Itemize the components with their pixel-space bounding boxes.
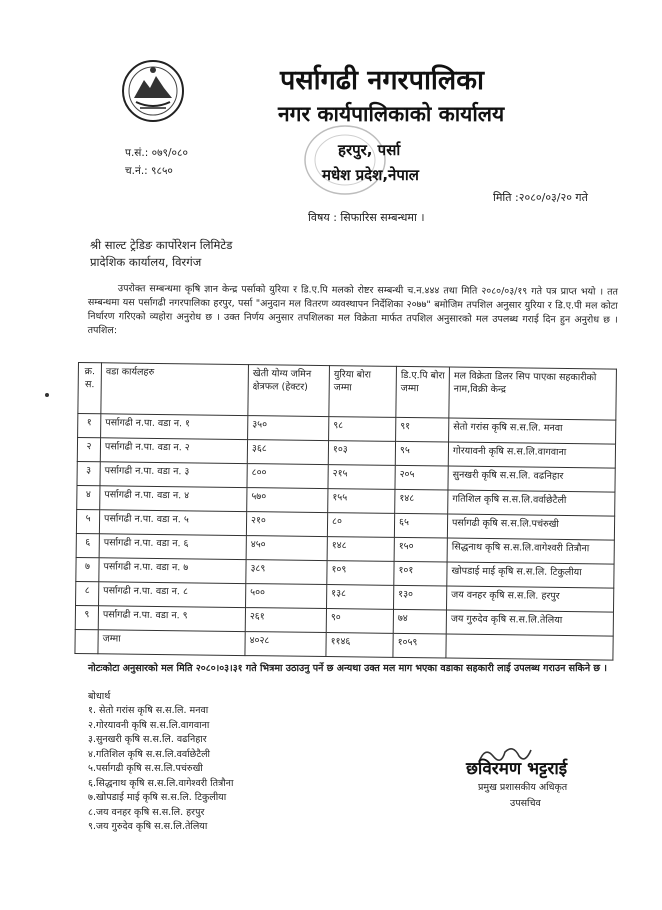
office-subtitle: नगर कार्यपालिकाको कार्यालय: [278, 102, 505, 126]
signatory-rank: उपसचिव: [510, 798, 541, 809]
total-urea: ११४६: [326, 633, 393, 658]
cc-item: ५.पर्सागढी कृषि स.स.लि.पचंरुखी: [88, 763, 203, 774]
cell-dealer: जय वनहर कृषि स.स.लि. हरपुर: [446, 586, 613, 612]
header-area: खेती योग्य जमिन क्षेत्रफल (हेक्टर): [248, 365, 330, 417]
address-line-1: हरपुर, पर्सा: [338, 141, 401, 159]
cell-area: ४५०: [246, 536, 327, 561]
cell-ward: पर्सागढी न.पा. वडा न. ९: [98, 606, 245, 632]
office-seal-stamp: [300, 120, 390, 200]
cell-serial: ८: [76, 581, 99, 605]
header-ward-office: वडा कार्यलहरु: [101, 363, 249, 416]
cell-area: ३५०: [248, 416, 329, 441]
cell-serial: ७: [76, 557, 99, 581]
cell-empty: [446, 634, 613, 660]
stray-mark: [45, 393, 49, 397]
cell-ward: पर्सागढी न.पा. वडा न. ४: [100, 486, 247, 512]
table-header-row: [78, 363, 617, 421]
cell-serial: ६: [76, 533, 99, 557]
cell-urea: १४८: [327, 537, 394, 562]
cell-serial: ९: [75, 605, 98, 629]
cc-item: ६.सिद्धनाथ कृषि स.स.लि.वागेश्वरी तित्रौना: [88, 777, 234, 789]
cell-area: ८००: [247, 464, 328, 489]
cell-urea: ९८: [329, 417, 396, 442]
cell-urea: १५५: [328, 489, 395, 514]
cell-dap: १४८: [395, 489, 448, 514]
cc-item: ३.सुनखरी कृषि स.स.लि. वढनिहार: [88, 734, 207, 745]
cell-dap: ९५: [395, 441, 448, 466]
cell-ward: पर्सागढी न.पा. वडा न. ५: [99, 510, 246, 536]
signatory-role: प्रमुख प्रशासकीय अधिकृत: [478, 782, 568, 793]
cc-item: १. सेतो गरांस कृषि स.स.लि. मनवा: [88, 705, 209, 716]
cell-ward: पर्सागढी न.पा. वडा न. ६: [99, 534, 246, 560]
letter-subject: विषय : सिफारिस सम्बन्धमा ।: [308, 211, 425, 224]
fertilizer-quota-table: [74, 362, 617, 661]
cell-urea: १३८: [327, 585, 394, 610]
cell-area: ५००: [246, 584, 327, 609]
cell-area: ५७०: [247, 488, 328, 513]
cell-dap: १०१: [394, 561, 447, 586]
cell-urea: २१५: [328, 465, 395, 490]
cell-dap: ६५: [394, 513, 447, 538]
cell-ward: पर्सागढी न.पा. वडा न. १: [101, 414, 248, 440]
cell-area: ३८९: [246, 560, 327, 585]
cell-dealer: सिद्धनाथ कृषि स.स.लि.वागेश्वरी तित्रौना: [447, 538, 614, 564]
letter-date: मिति :२०८०/०३/२० गते: [493, 191, 588, 204]
cell-serial: १: [78, 414, 101, 438]
cc-title: बोधार्थ: [88, 691, 111, 702]
cell-urea: १०९: [327, 561, 394, 586]
cc-item: ८.जय वनहर कृषि स.स.लि. हरपुर: [88, 806, 205, 818]
cell-ward: पर्सागढी न.पा. वडा न. ७: [99, 558, 246, 584]
cell-area: २६१: [245, 608, 326, 633]
address-line-2: मधेश प्रदेश,नेपाल: [322, 166, 419, 184]
cell-serial: २: [77, 438, 100, 462]
cc-item: ९.जय गुरुदेव कृषि स.स.लि.तेलिया: [88, 821, 208, 832]
cell-serial: ३: [77, 461, 100, 485]
cell-urea: ९०: [326, 609, 393, 634]
cell-dap: ७४: [393, 609, 446, 634]
cell-serial: ४: [77, 485, 100, 509]
cell-dealer: सुनखरी कृषि स.स.लि. वढनिहार: [448, 466, 615, 492]
cell-dap: २०५: [395, 465, 448, 490]
cell-dealer: गतिशिल कृषि स.स.लि.वर्वाछेटैली: [448, 490, 615, 516]
letter-reference-number: प.सं.: ०७९/०८०: [125, 147, 188, 159]
cell-dealer: सेतो गरांस कृषि स.स.लि. मनवा: [449, 418, 616, 444]
header-serial: क्र. स.: [78, 363, 102, 414]
cell-dealer: खोपडाई माई कृषि स.स.लि. टिकुलीया: [447, 562, 614, 588]
total-area: ४०२८: [245, 632, 326, 657]
cell-ward: पर्सागढी न.पा. वडा न. ३: [100, 462, 247, 488]
cell-dealer: पर्सागढी कृषि स.स.लि.पचंरुखी: [447, 514, 614, 540]
cell-urea: ८०: [327, 513, 394, 538]
header-dealer: मल विक्रेता डिलर सिप पाएका सहकारीको नाम,विक्री केन्द्र: [449, 367, 617, 420]
cell-dap: १३०: [394, 585, 447, 610]
cell-urea: १०३: [328, 441, 395, 466]
office-title: पर्सागढी नगरपालिका: [280, 65, 484, 96]
cell-area: ३६८: [247, 440, 328, 465]
header-urea: युरिया बोरा जम्मा: [329, 366, 397, 418]
cell-serial: ५: [76, 509, 99, 533]
recipient-office: प्रादेशिक कार्यालय, विरगंज: [90, 255, 202, 269]
letter-body: उपरोक्त सम्बन्धमा कृषि ज्ञान केन्द्र पर्साको युरिया र डि.ए.पि मलको रोष्टर सम्बन्धी च.न.४४४ तथा मिति २०८०/०३/१९ गते पत्र प्राप्त भयो । तत सम्बन्धमा यस पर्सागढी नगरपालिका हरपुर, पर्सा "अनुदान मल वितरण व्यवस्थापन निर्देशिका २०७७" बमोजिम तपशिल अनुसार युरिया र डि.ए.पी मल कोटा निर्धारण गरिएको व्यहोरा अनुरोध छ । उक्त निर्णय अनुसार तपशिलका मल विक्रेता मार्फत तपशिल अनुसारको मल उपलब्ध गराई दिन हुन अनुरोध छ । तपशिल:: [87, 283, 618, 337]
cell-area: २१०: [246, 512, 327, 537]
nepal-emblem-icon: [120, 58, 186, 124]
cell-ward: पर्सागढी न.पा. वडा न. ८: [99, 582, 246, 608]
cc-item: ४.गतिशिल कृषि स.स.लि.वर्वाछेटैली: [88, 748, 211, 760]
cell-dap: ९१: [396, 417, 449, 442]
cell-empty: [75, 629, 98, 653]
recipient-name: श्री साल्ट ट्रेडिङ कार्पोरेशन लिमिटेड: [90, 238, 233, 252]
header-dap: डि.ए.पि बोरा जम्मा: [396, 366, 450, 418]
cell-ward: पर्सागढी न.पा. वडा न. २: [100, 438, 247, 464]
cc-item: २.गोरयावनी कृषि स.स.लि.वागवाना: [88, 719, 210, 731]
cell-dealer: जय गुरुदेव कृषि स.स.लि.तेलिया: [446, 610, 613, 636]
cc-list: [88, 704, 233, 835]
total-dap: १०५९: [393, 633, 446, 658]
total-label: जम्मा: [98, 630, 245, 656]
quota-note: नोटःकोटा अनुसारको मल मिति २०८०।०३।३१ गते भित्रमा उठाउनु पर्ने छ अन्यथा उक्त मल माग भएका वडाका सहकारी लाई उपलब्ध गराउन सकिने छ ।: [88, 663, 607, 674]
cell-dealer: गोरयावनी कृषि स.स.लि.वागवाना: [448, 442, 615, 468]
signatory-name: छविरमण भट्टराई: [466, 759, 568, 779]
cc-item: ७.खोपडाई माई कृषि स.स.लि. टिकुलीया: [88, 792, 227, 803]
cell-dap: १५०: [394, 537, 447, 562]
dispatch-number: च.नं.: ९८५०: [125, 165, 173, 177]
